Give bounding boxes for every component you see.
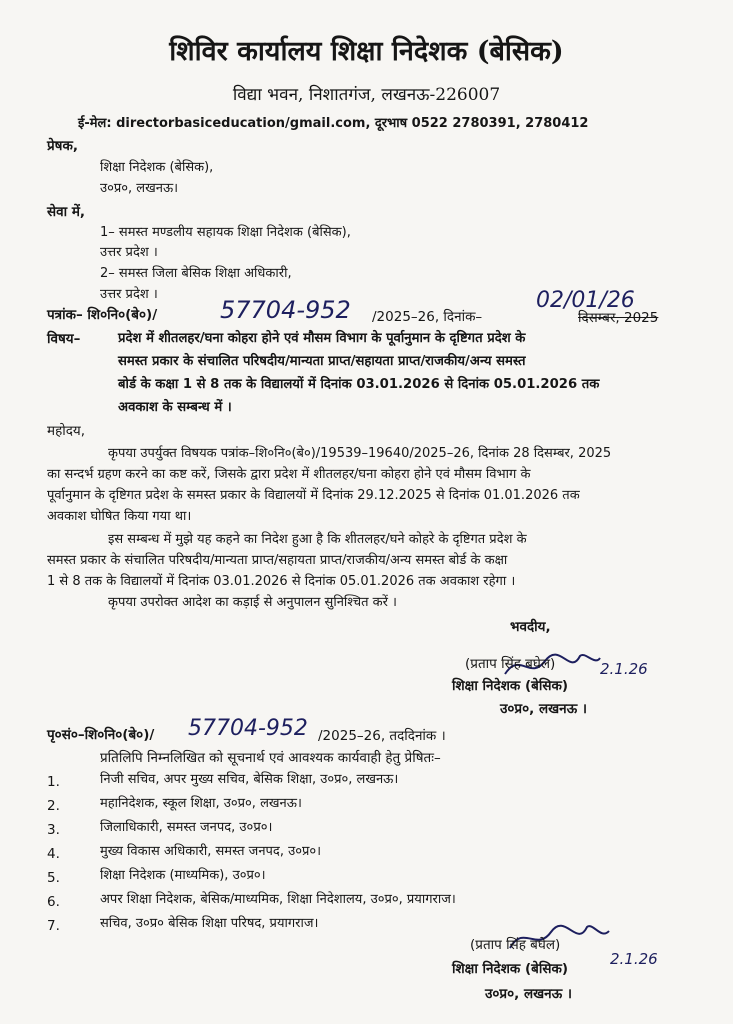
signatory-name-2: (प्रताप सिंह बघेल) (470, 937, 561, 953)
copy-item-number: 5. (47, 870, 60, 886)
signatory-designation: शिक्षा निदेशक (बेसिक) (452, 678, 568, 694)
recipient-1-line-2: उत्तर प्रदेश । (100, 245, 158, 260)
recipients-label: सेवा में, (47, 204, 86, 220)
sender-label: प्रेषक, (47, 138, 78, 154)
signature-initials-handwritten: 2.1.26 (600, 660, 648, 678)
signatory-designation-2: शिक्षा निदेशक (बेसिक) (452, 961, 568, 977)
paragraph-1-line-3: पूर्वानुमान के दृष्टिगत प्रदेश के समस्त प्रकार के विद्यालयों में दिनांक 29.12.2025 से दिनांक 01.01.2026 तक (47, 488, 580, 503)
copy-ref-number-handwritten: 57704-952 (188, 716, 308, 741)
copy-item-number: 4. (47, 846, 60, 862)
salutation: महोदय, (47, 423, 86, 439)
contact-line: ई-मेल: directorbasiceducation/gmail.com, दूरभाष 0522 2780391, 2780412 (78, 116, 589, 131)
copy-item-text: सचिव, उ०प्र० बेसिक शिक्षा परिषद, प्रयागराज। (100, 916, 319, 931)
sender-line-1: शिक्षा निदेशक (बेसिक), (100, 160, 214, 175)
letter-date-handwritten: 02/01/26 (536, 288, 635, 313)
office-title: शिविर कार्यालय शिक्षा निदेशक (बेसिक) (169, 36, 564, 67)
recipient-1-line-1: 1– समस्त मण्डलीय सहायक शिक्षा निदेशक (बेसिक), (100, 225, 351, 240)
signature-initials-handwritten-2: 2.1.26 (610, 950, 658, 968)
sender-line-2: उ०प्र०, लखनऊ। (100, 181, 179, 196)
letter-number-middle: /2025–26, दिनांक– (372, 309, 483, 325)
subject-label: विषय– (47, 331, 81, 347)
copy-item-number: 1. (47, 774, 60, 790)
copy-item-text: जिलाधिकारी, समस्त जनपद, उ०प्र०। (100, 820, 273, 835)
copy-item-number: 7. (47, 918, 60, 934)
copy-item-text: महानिदेशक, स्कूल शिक्षा, उ०प्र०, लखनऊ। (100, 796, 302, 811)
signatory-place: उ०प्र०, लखनऊ । (500, 701, 588, 717)
copy-item-text: मुख्य विकास अधिकारी, समस्त जनपद, उ०प्र०। (100, 844, 322, 859)
copy-item-text: अपर शिक्षा निदेशक, बेसिक/माध्यमिक, शिक्षा निदेशालय, उ०प्र०, प्रयागराज। (100, 892, 456, 907)
office-address: विद्या भवन, निशातगंज, लखनऊ-226007 (232, 85, 501, 105)
subject-line-2: समस्त प्रकार के संचालित परिषदीय/मान्यता प्राप्त/सहायता प्राप्त/राजकीय/अन्य समस्त (118, 354, 526, 369)
signatory-place-2: उ०प्र०, लखनऊ । (485, 986, 573, 1002)
subject-line-4: अवकाश के सम्बन्ध में । (118, 400, 232, 415)
copy-ref-suffix: /2025–26, तददिनांक । (318, 728, 446, 744)
recipient-2-line-1: 2– समस्त जिला बेसिक शिक्षा अधिकारी, (100, 266, 292, 281)
signatory-name: (प्रताप सिंह बघेल) (465, 656, 556, 672)
copy-intro: प्रतिलिपि निम्नलिखित को सूचनार्थ एवं आवश्यक कार्यवाही हेतु प्रेषितः– (100, 750, 441, 766)
letter-number-handwritten: 57704-952 (220, 296, 351, 324)
paragraph-2-line-1: इस सम्बन्ध में मुझे यह कहने का निदेश हुआ है कि शीतलहर/घने कोहरे के दृष्टिगत प्रदेश के (108, 532, 527, 547)
paragraph-1-line-4: अवकाश घोषित किया गया था। (47, 509, 192, 524)
copy-item-text: निजी सचिव, अपर मुख्य सचिव, बेसिक शिक्षा, उ०प्र०, लखनऊ। (100, 772, 399, 787)
struck-date-text: दिसम्बर, 2025 (578, 310, 659, 326)
closing: भवदीय, (510, 619, 551, 635)
copy-item-number: 6. (47, 894, 60, 910)
subject-line-1: प्रदेश में शीतलहर/घना कोहरा होने एवं मौसम विभाग के पूर्वानुमान के दृष्टिगत प्रदेश के (118, 331, 526, 346)
paragraph-1-line-2: का सन्दर्भ ग्रहण करने का कष्ट करें, जिसके द्वारा प्रदेश में शीतलहर/घना कोहरा होने एवं मौसम विभाग के (47, 467, 531, 482)
letter-number-prefix: पत्रांक– शि०नि०(बे०)/ (47, 307, 158, 323)
copy-item-text: शिक्षा निदेशक (माध्यमिक), उ०प्र०। (100, 868, 266, 883)
copy-item-number: 3. (47, 822, 60, 838)
copy-ref-prefix: पृ०सं०–शि०नि०(बे०)/ (47, 727, 155, 743)
paragraph-2-line-3: 1 से 8 तक के विद्यालयों में दिनांक 03.01.2026 से दिनांक 05.01.2026 तक अवकाश रहेगा । (47, 574, 516, 589)
paragraph-3: कृपया उपरोक्त आदेश का कड़ाई से अनुपालन सुनिश्चित करें । (108, 595, 397, 610)
paragraph-1-line-1: कृपया उपर्युक्त विषयक पत्रांक–शि०नि०(बे०)/19539–19640/2025–26, दिनांक 28 दिसम्बर, 2025 (108, 446, 612, 461)
copy-item-number: 2. (47, 798, 60, 814)
paragraph-2-line-2: समस्त प्रकार के संचालित परिषदीय/मान्यता प्राप्त/सहायता प्राप्त/राजकीय/अन्य समस्त बोर्ड के कक्षा (47, 553, 508, 568)
recipient-2-line-2: उत्तर प्रदेश । (100, 287, 158, 302)
subject-line-3: बोर्ड के कक्षा 1 से 8 तक के विद्यालयों में दिनांक 03.01.2026 से दिनांक 05.01.2026 तक (118, 377, 600, 392)
